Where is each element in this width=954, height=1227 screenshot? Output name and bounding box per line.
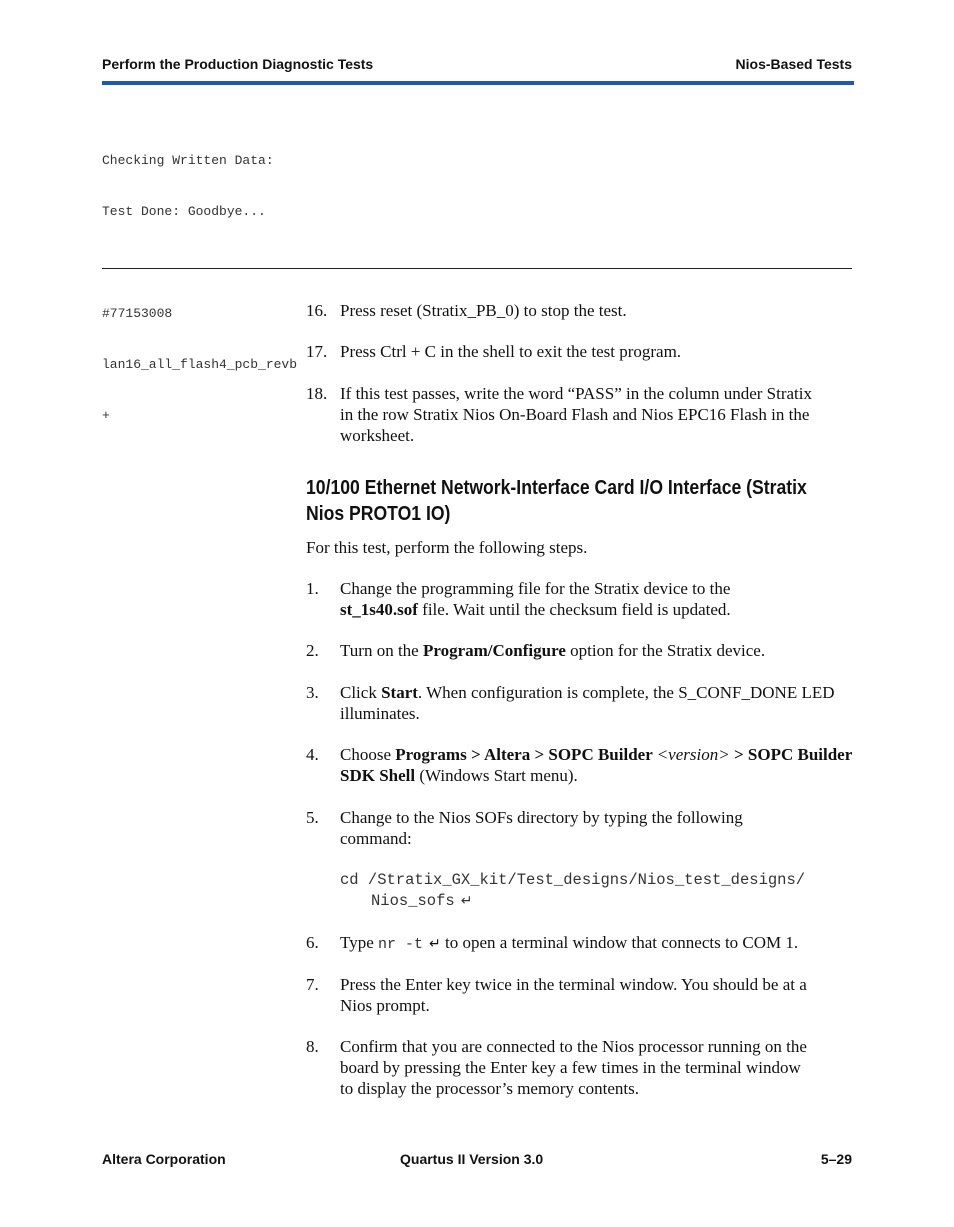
code-line: + [102, 408, 110, 423]
step-text: Choose Programs > Altera > SOPC Builder <version> > SOPC Builder SDK Shell (Windows Start menu). [340, 745, 852, 785]
version-placeholder: <version> [656, 745, 730, 764]
command-line: Nios_sofs ↵ [371, 892, 473, 910]
page-number: 5–29 [820, 1151, 852, 1167]
code-line: #77153008 [102, 306, 173, 321]
step-number: 16. [306, 301, 328, 320]
list-item [306, 383, 826, 446]
footer-version: Quartus II Version 3.0 [400, 1151, 544, 1167]
step-number: 6. [306, 933, 319, 952]
command-example [340, 870, 805, 912]
step-number: 3. [306, 683, 319, 702]
section-intro: For this test, perform the following steps. [306, 538, 588, 557]
footer-company: Altera Corporation [102, 1151, 226, 1167]
step-number: 4. [306, 745, 319, 764]
button-name: Start [381, 683, 418, 702]
step-text: Press reset (Stratix_PB_0) to stop the test. [340, 301, 627, 320]
list-item [306, 682, 854, 724]
step-text: Press Ctrl + C in the shell to exit the test program. [340, 342, 682, 361]
list-item [306, 974, 826, 1016]
code-line: Checking Written Data: [102, 153, 274, 168]
menu-path: Programs > Altera > SOPC Builder [395, 745, 657, 764]
running-header-title: Perform the Production Diagnostic Tests [102, 56, 374, 72]
option-name: Program/Configure [422, 641, 566, 660]
step-number: 8. [306, 1037, 319, 1056]
inline-command: nr -t [378, 936, 424, 953]
enter-key-icon: ↵ [460, 893, 473, 909]
list-item [306, 578, 806, 620]
section-heading-line: 10/100 Ethernet Network-Interface Card I/O Interface (Stratix [306, 477, 807, 499]
code-block-divider [102, 268, 852, 269]
list-item [306, 300, 854, 321]
list-item [306, 744, 854, 786]
step-number: 17. [306, 342, 328, 361]
list-item [306, 807, 806, 849]
step-text: Type nr -t ↵ to open a terminal window that connects to COM 1. [340, 933, 799, 953]
list-item [306, 932, 854, 955]
step-number: 18. [306, 384, 328, 403]
enter-key-icon: ↵ [429, 936, 441, 952]
step-number: 2. [306, 641, 319, 660]
section-heading [306, 475, 852, 527]
step-number: 7. [306, 975, 319, 994]
filename: st_1s40.sof [340, 600, 418, 619]
step-text: Change the programming file for the Stratix device to the st_1s40.sof file. Wait until the checksum field is updated. [340, 579, 731, 619]
menu-path: > SOPC Builder SDK Shell [340, 745, 852, 785]
list-item [306, 341, 854, 362]
section-heading-line: Nios PROTO1 IO) [306, 503, 451, 525]
step-text: Change to the Nios SOFs directory by typing the following command: [340, 808, 743, 848]
step-text: If this test passes, write the word “PASS” in the column under Stratix in the row Stratix Nios On-Board Flash and Nios EPC16 Flash in the worksheet. [340, 384, 813, 445]
step-text: Click Start. When configuration is complete, the S_CONF_DONE LED illuminates. [340, 683, 835, 723]
step-number: 5. [306, 808, 319, 827]
running-header-section: Nios-Based Tests [735, 56, 852, 72]
command-line: cd /Stratix_GX_kit/Test_designs/Nios_test_designs/ [340, 871, 806, 889]
code-line: Test Done: Goodbye... [102, 204, 266, 219]
step-number: 1. [306, 579, 319, 598]
list-item [306, 640, 854, 661]
step-text: Confirm that you are connected to the Nios processor running on the board by pressing the Enter key a few times in the terminal window to display the processor’s memory contents. [340, 1037, 807, 1098]
terminal-output-listing [102, 118, 297, 441]
step-text: Press the Enter key twice in the terminal window. You should be at a Nios prompt. [340, 975, 807, 1015]
header-divider [102, 81, 854, 85]
code-line: lan16_all_flash4_pcb_revb [102, 357, 298, 372]
step-text: Turn on the Program/Configure option for the Stratix device. [340, 641, 766, 660]
list-item [306, 1036, 816, 1099]
